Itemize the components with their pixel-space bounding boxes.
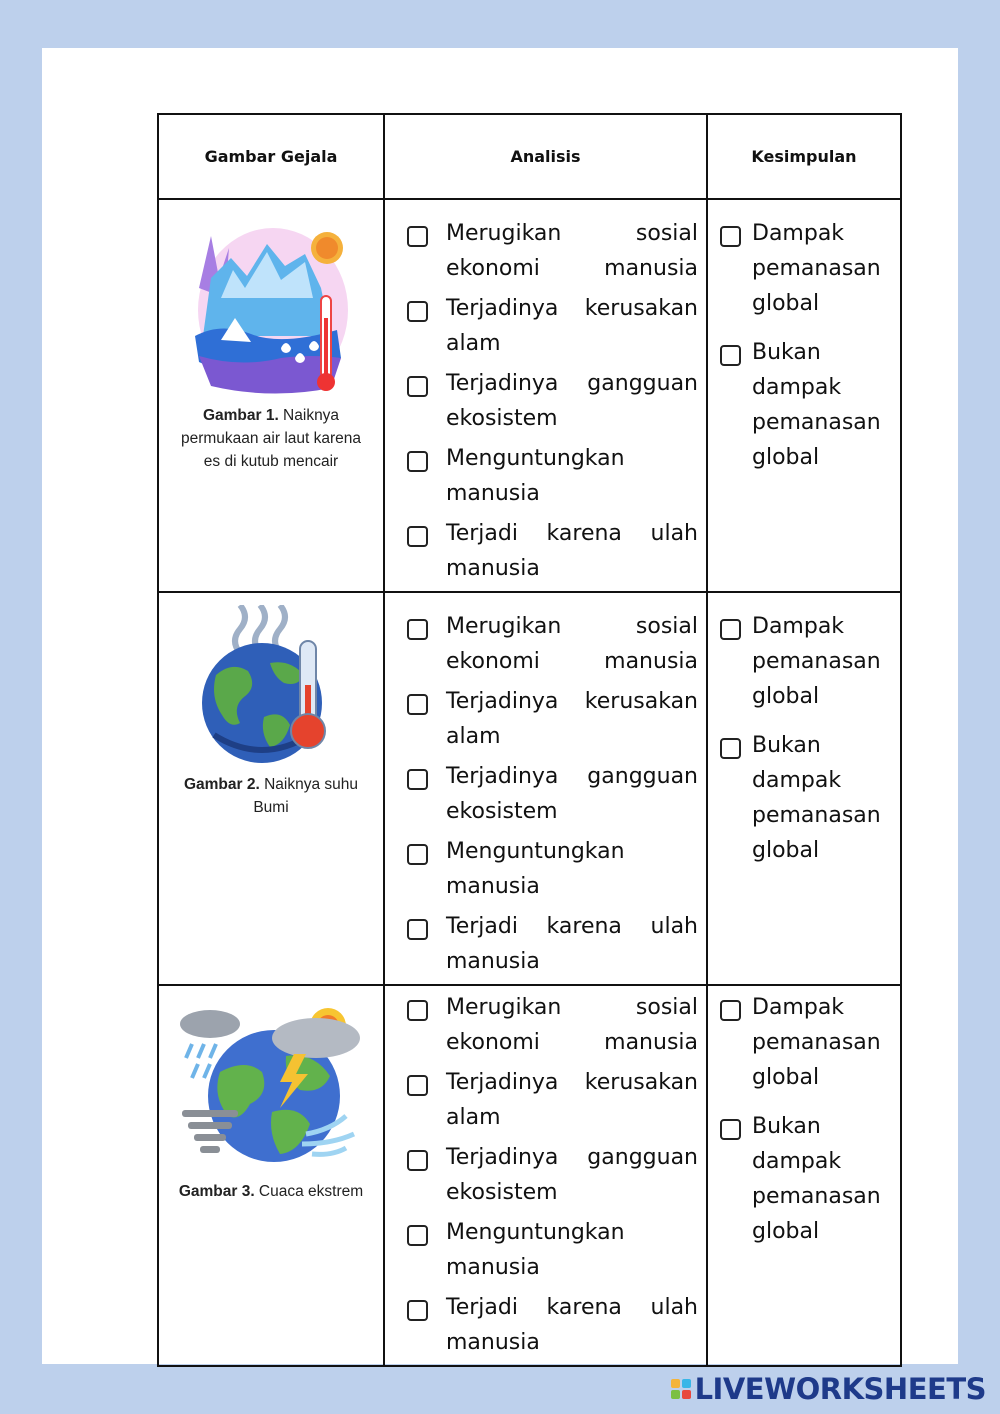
conclusion-cell [707,199,901,592]
conclusion-option: Dampak pemanasan global [720,216,892,321]
analysis-option: Terjadinya kerusakan alam [407,1065,698,1135]
checkbox[interactable] [407,301,428,322]
melting-ice-thermometer-icon [181,218,361,398]
checkbox[interactable] [407,226,428,247]
analysis-option: Merugikan sosial ekonomi manusia [407,990,698,1060]
checkbox[interactable] [720,226,741,247]
conclusion-option: Bukan dampak pemanasan global [720,728,892,868]
analysis-option: Terjadinya gangguan ekosistem [407,1140,698,1210]
caption-label: Gambar 1. [202,407,279,424]
analysis-option: Terjadi karena ulah manusia [407,1290,698,1360]
figure-caption [159,773,383,819]
analysis-option: Terjadinya gangguan ekosistem [407,759,698,829]
conclusion-option: Bukan dampak pemanasan global [720,335,892,475]
header-analisis: Analisis [384,114,707,199]
analysis-option: Terjadi karena ulah manusia [407,516,698,586]
extreme-weather-earth-icon [176,992,366,1172]
checkbox[interactable] [720,1119,741,1140]
analysis-cell [384,985,707,1366]
hot-earth-thermometer-icon [186,605,356,765]
analysis-cell [384,592,707,985]
analysis-option: Terjadinya kerusakan alam [407,684,698,754]
analysis-option: Menguntungkan manusia [407,1215,698,1285]
caption-text: Naiknya suhu Bumi [253,776,359,816]
liveworksheets-logo[interactable] [671,1372,986,1406]
liveworksheets-logo-icon [671,1379,691,1399]
image-cell [158,592,384,985]
checkbox[interactable] [407,769,428,790]
analysis-option: Merugikan sosial ekonomi manusia [407,216,698,286]
analysis-option: Terjadi karena ulah manusia [407,909,698,979]
caption-label: Gambar 2. [183,776,260,793]
checkbox[interactable] [407,1225,428,1246]
header-kesimpulan: Kesimpulan [707,114,901,199]
conclusion-option: Bukan dampak pemanasan global [720,1109,892,1249]
table-row [158,985,901,1366]
analysis-option: Menguntungkan manusia [407,834,698,904]
checkbox[interactable] [720,345,741,366]
analysis-option: Merugikan sosial ekonomi manusia [407,609,698,679]
checkbox[interactable] [720,1000,741,1021]
analysis-cell [384,199,707,592]
figure-caption [159,404,383,473]
header-row [158,114,901,199]
table-row [158,199,901,592]
image-cell [158,985,384,1366]
checkbox[interactable] [407,844,428,865]
checkbox[interactable] [407,1150,428,1171]
caption-text: Cuaca ekstrem [254,1183,364,1200]
image-cell [158,199,384,592]
checkbox[interactable] [720,738,741,759]
checkbox[interactable] [407,919,428,940]
checkbox[interactable] [407,694,428,715]
checkbox[interactable] [407,1300,428,1321]
checkbox[interactable] [407,1075,428,1096]
checkbox[interactable] [407,1000,428,1021]
conclusion-cell [707,592,901,985]
figure-caption [159,1180,383,1203]
header-gambar-gejala: Gambar Gejala [158,114,384,199]
caption-text: Naiknya permukaan air laut karena es di kutub mencair [180,407,362,470]
checkbox[interactable] [407,619,428,640]
worksheet-table [157,113,902,1367]
table-row [158,592,901,985]
checkbox[interactable] [407,376,428,397]
conclusion-cell [707,985,901,1366]
checkbox[interactable] [720,619,741,640]
checkbox[interactable] [407,526,428,547]
checkbox[interactable] [407,451,428,472]
caption-label: Gambar 3. [178,1183,255,1200]
analysis-option: Menguntungkan manusia [407,441,698,511]
analysis-option: Terjadinya kerusakan alam [407,291,698,361]
conclusion-option: Dampak pemanasan global [720,990,892,1095]
conclusion-option: Dampak pemanasan global [720,609,892,714]
brand-name: LIVEWORKSHEETS [694,1372,986,1406]
analysis-option: Terjadinya gangguan ekosistem [407,366,698,436]
